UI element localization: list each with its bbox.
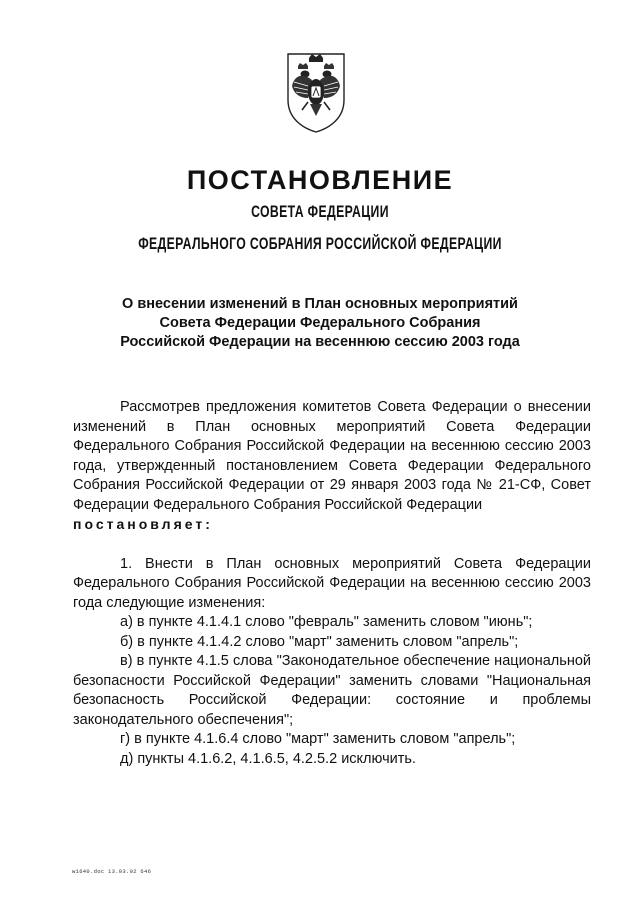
decides-word: постановляет:	[73, 516, 213, 532]
subject-line-2: Совета Федерации Федерального Собрания	[159, 315, 481, 331]
russian-coat-of-arms-icon	[284, 50, 348, 134]
decides-line	[73, 515, 591, 536]
subject-line-3: Российской Федерации на весеннюю сессию 2003 года	[120, 334, 520, 350]
item-1-intro: 1. Внести в План основных мероприятий Совета Федерации Федерального Собрания Российской Федерации на весеннюю сессию 2003 года следующие изменения:	[73, 555, 591, 611]
preamble-paragraph	[73, 398, 591, 515]
issuer-line-2: ФЕДЕРАЛЬНОГО СОБРАНИЯ РОССИЙСКОЙ ФЕДЕРАЦИИ	[138, 234, 502, 253]
document-subject	[80, 295, 560, 352]
document-body	[73, 398, 591, 769]
emblem	[284, 50, 348, 134]
file-code: w1640.doc 13.03.02 646	[72, 868, 152, 875]
preamble-text: Рассмотрев предложения комитетов Совета Федерации о внесении изменений в План основных мероприятий Совета Федерации Федерального Собрания Российской Федерации на весеннюю сессию 2003 года, утвержденный постановлением Совета Федерации Федерального Собрания Российской Федерации от 29 января 2003 года № 21-СФ, Совет Федерации Федерального Собрания Российской Федерации	[73, 399, 591, 513]
item-g: г) в пункте 4.1.6.4 слово "март" заменить словом "апрель";	[120, 731, 516, 747]
document-header	[0, 164, 640, 254]
item-b: б) в пункте 4.1.4.2 слово "март" заменить словом "апрель";	[120, 633, 519, 650]
item-a: а) в пункте 4.1.4.1 слово "февраль" заменить словом "июнь";	[120, 614, 533, 630]
subject-line-1: О внесении изменений в План основных мероприятий	[122, 296, 518, 312]
item-d: д) пункты 4.1.6.2, 4.1.6.5, 4.2.5.2 исключить.	[120, 750, 416, 767]
document-type: ПОСТАНОВЛЕНИЕ	[186, 165, 454, 195]
spacer	[73, 536, 591, 555]
issuer-line-1: СОВЕТА ФЕДЕРАЦИИ	[251, 202, 389, 221]
item-v: в) в пункте 4.1.5 слова "Законодательное обеспечение национальной безопасности Российской Федерации" заменить словами "Национальная безопасность Российской Федерации: состояние и проблемы законодательного обеспечения";	[73, 653, 591, 728]
